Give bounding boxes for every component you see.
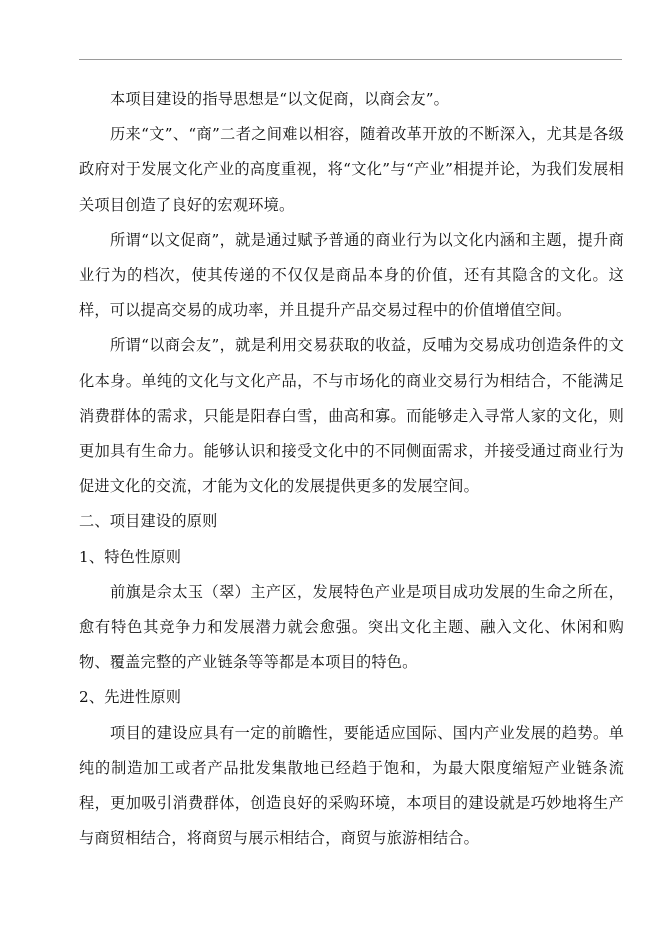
header-rule	[79, 59, 622, 60]
paragraph-culture-commerce: 历来“文”、“商”二者之间难以相容，随着改革开放的不断深入，尤其是各级政府对于发展文化产业的高度重视，将“文化”与“产业”相提并论，为我们发展相关项目创造了良好的宏观环境。	[79, 125, 624, 214]
subheading-advancement: 2、先进性原则	[79, 688, 182, 707]
paragraph-advancement: 项目的建设应具有一定的前瞻性，要能适应国际、国内产业发展的趋势。单纯的制造加工或者产品批发集散地已经趋于饱和，为最大限度缩短产业链条流程，更加吸引消费群体，创造良好的采购环境，本项目的建设就是巧妙地将生产与商贸相结合，将商贸与展示相结合，商贸与旅游相结合。	[79, 723, 624, 848]
subheading-distinctiveness: 1、特色性原则	[79, 547, 182, 566]
paragraph-culture-promotes-commerce: 所谓“以文促商”，就是通过赋予普通的商业行为以文化内涵和主题，提升商业行为的档次，使其传递的不仅仅是商品本身的价值，还有其隐含的文化。这样，可以提高交易的成功率，并且提升产品交易过程中的价值增值空间。	[79, 230, 624, 320]
paragraph-distinctiveness: 前旗是佘太玉（翠）主产区，发展特色产业是项目成功发展的生命之所在，愈有特色其竞争力和发展潜力就会愈强。突出文化主题、融入文化、休闲和购物、覆盖完整的产业链条等等都是本项目的特色。	[79, 582, 624, 672]
document-body	[79, 82, 624, 856]
paragraph-guiding-idea: 本项目建设的指导思想是“以文促商，以商会友”。	[110, 90, 450, 108]
section-heading-principles: 二、项目建设的原则	[79, 512, 218, 531]
paragraph-commerce-meets-friends: 所谓“以商会友”，就是利用交易获取的收益，反哺为交易成功创造条件的文化本身。单纯的文化与文化产品，不与市场化的商业交易行为相结合，不能满足消费群体的需求，只能是阳春白雪，曲高和寡。而能够走入寻常人家的文化，则更加具有生命力。能够认识和接受文化中的不同侧面需求，并接受通过商业行为促进文化的交流，才能为文化的发展提供更多的发展空间。	[79, 336, 624, 496]
